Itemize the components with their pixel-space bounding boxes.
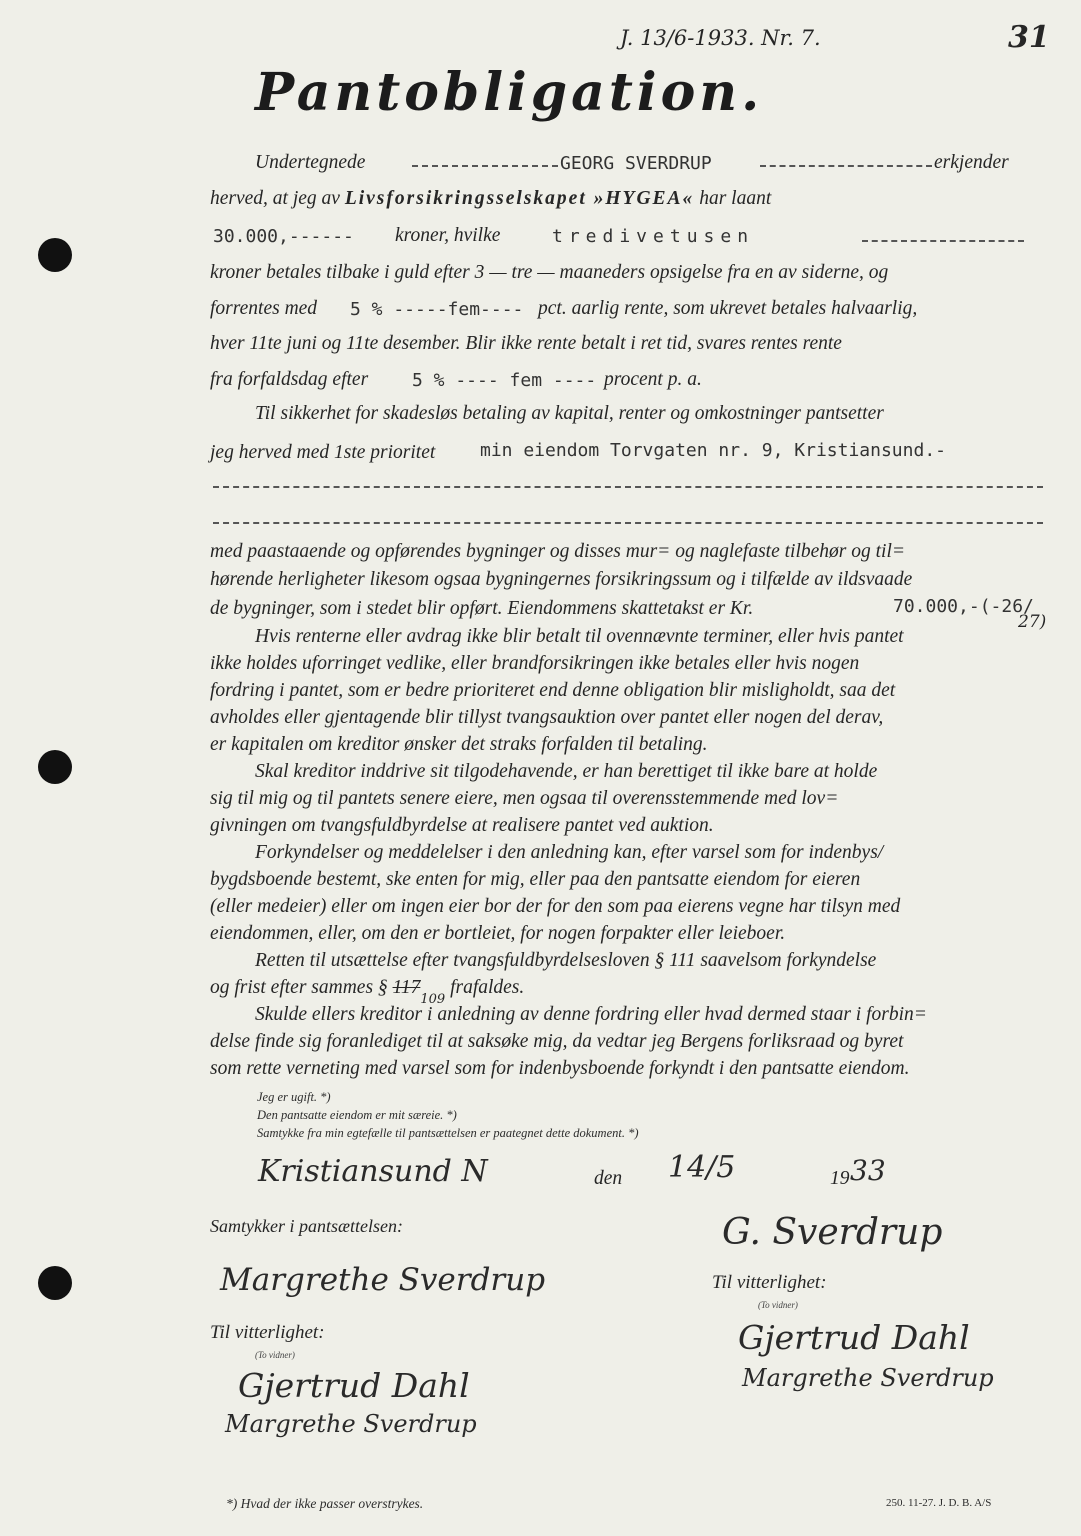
witness-2-left-signature: Margrethe Sverdrup <box>225 1410 477 1438</box>
interest-rate: 5 % -----fem---- <box>350 299 524 320</box>
dash-fill <box>760 165 932 167</box>
text-line-17: er kapitalen om kreditor ønsker det straks forfalden til betaling. <box>210 734 708 755</box>
signing-date: 14/5 <box>668 1150 736 1185</box>
text-line-28: delse finde sig foranlediget til at saksøke mig, da vedtar jeg Bergens forliksraad og byret <box>210 1031 904 1052</box>
blank-dashed-line <box>213 486 1043 488</box>
page-number: 31 <box>1008 20 1050 55</box>
line-3-middle: kroner, hvilke <box>395 225 501 246</box>
to-vidner-right: (To vidner) <box>758 1300 798 1310</box>
text-line-4: kroner betales tilbake i guld efter 3 — tre — maaneders opsigelse fra en av siderne, og <box>210 262 889 283</box>
witness-1-right-signature: Gjertrud Dahl <box>738 1318 970 1357</box>
text-line-9: jeg herved med 1ste prioritet <box>210 442 436 463</box>
text-line-6: hver 11te juni og 11te desember. Blir ikke rente betalt i ret tid, svares rentes rente <box>210 333 842 354</box>
to-vidner-left: (To vidner) <box>255 1350 295 1360</box>
text-line-7: fra forfaldsdag efter <box>210 369 369 390</box>
text-line-11: hørende herligheter likesom ogsaa bygningernes forsikringssum og i tilfælde av ildsvaade <box>210 569 913 590</box>
lender-name: Livsforsikringsselskapet »HYGEA« <box>344 188 695 209</box>
line-5-end: pct. aarlig rente, som ukrevet betales halvaarlig, <box>538 298 918 319</box>
text-line-14: ikke holdes uforringet vedlike, eller brandforsikringen ikke betales eller hvis nogen <box>210 653 860 674</box>
default-interest-rate: 5 % ---- fem ---- <box>412 370 597 391</box>
line-26-end: frafaldes. <box>450 977 525 998</box>
witness-1-left-signature: Gjertrud Dahl <box>238 1366 470 1405</box>
option-separate-property: Den pantsatte eiendom er mit særeie. *) <box>257 1108 457 1122</box>
text-line-10: med paastaaende og opførendes bygninger og disses mur= og naglefaste tilbehør og til= <box>210 541 906 562</box>
print-code: 250. 11-27. J. D. B. A/S <box>886 1497 992 1509</box>
pledged-property: min eiendom Torvgaten nr. 9, Kristiansund.- <box>480 440 946 461</box>
dash-fill <box>412 165 558 167</box>
text-line-20: givningen om tvangsfuldbyrdelse at realisere pantet ved auktion. <box>210 815 714 836</box>
text-line-8: Til sikkerhet for skadesløs betaling av kapital, renter og omkostninger pantsetter <box>255 403 884 424</box>
witness-2-right-signature: Margrethe Sverdrup <box>742 1364 994 1392</box>
option-unmarried: Jeg er ugift. *) <box>257 1090 331 1104</box>
consent-signature: Margrethe Sverdrup <box>220 1262 546 1298</box>
line-2-end: har laant <box>699 188 772 209</box>
text-line-21: Forkyndelser og meddelelser i den anledning kan, efter varsel som for indenbys/ <box>255 842 884 863</box>
consent-label: Samtykker i pantsættelsen: <box>210 1216 403 1236</box>
text-line-15: fordring i pantet, som er bedre prioriteret end denne obligation blir misligholdt, saa det <box>210 680 896 701</box>
tax-value: 70.000,-(-26/ <box>893 596 1034 617</box>
borrower-name: GEORG SVERDRUP <box>560 153 712 174</box>
footer-note: *) Hvad der ikke passer overstrykes. <box>226 1496 424 1511</box>
text-line-18: Skal kreditor inddrive sit tilgodehavende, er han berettiget til ikke bare at holde <box>255 761 878 782</box>
dateline-den: den <box>594 1168 623 1189</box>
witness-label-left: Til vitterlighet: <box>210 1322 325 1343</box>
blank-dashed-line <box>213 522 1043 524</box>
line-26-start: og frist efter sammes § <box>210 977 388 998</box>
option-spouse-consent: Samtykke fra min egtefælle til pantsættelsen er paategnet dette dokument. *) <box>257 1126 639 1140</box>
text-line-19: sig til mig og til pantets senere eiere, men ogsaa til overensstemmende med lov= <box>210 788 839 809</box>
text-line-24: eiendommen, eller, om den er bortleiet, for nogen forpakter eller leieboer. <box>210 923 786 944</box>
reference-note: J. 13/6-1933. Nr. 7. <box>620 26 821 50</box>
amount-in-words: tredivetusen <box>552 226 755 247</box>
text-line-5: forrentes med <box>210 298 318 319</box>
year-prefix: 19 <box>830 1168 850 1189</box>
year-suffix: 33 <box>850 1154 886 1187</box>
line-2-start: herved, at jeg av <box>210 188 340 209</box>
signing-place: Kristiansund N <box>258 1154 488 1189</box>
binder-hole-top <box>38 238 72 272</box>
loan-amount: 30.000,------ <box>213 226 354 247</box>
binder-hole-middle <box>38 750 72 784</box>
text-line-23: (eller medeier) eller om ingen eier bor der for den som paa eierens vegne har tilsyn med <box>210 896 901 917</box>
line-7-end: procent p. a. <box>604 369 702 390</box>
text-line-22: bygdsboende bestemt, ske enten for mig, eller paa den pantsatte eiendom for eieren <box>210 869 861 890</box>
text-line-13: Hvis renterne eller avdrag ikke blir betalt til ovennævnte terminer, eller hvis pantet <box>255 626 904 647</box>
text-line-26 <box>210 977 525 1007</box>
text-line-12: de bygninger, som i stedet blir opført. Eiendommens skattetakst er Kr. <box>210 598 754 619</box>
struck-section-number: 117 <box>392 977 421 998</box>
text-line-1 <box>255 152 365 174</box>
text-line-25: Retten til utsættelse efter tvangsfuldbyrdelsesloven § 111 saavelsom forkyndelse <box>255 950 877 971</box>
corrected-section-number: 109 <box>420 992 446 1007</box>
dash-fill <box>862 240 1024 242</box>
tax-year-suffix: 27) <box>1018 612 1047 632</box>
witness-label-right: Til vitterlighet: <box>712 1272 827 1293</box>
text-line-16: avholdes eller gjentagende blir tillyst tvangsauktion over pantet eller nogen del derav, <box>210 707 884 728</box>
text-line-29: som rette verneting med varsel som for indenbysboende forkyndt i den pantsatte eiendom. <box>210 1058 910 1079</box>
line-1-start: Undertegnede <box>255 152 366 173</box>
owner-signature: G. Sverdrup <box>722 1212 943 1253</box>
line-1-end: erkjender <box>934 152 1009 173</box>
binder-hole-bottom <box>38 1266 72 1300</box>
text-line-2 <box>210 188 771 210</box>
text-line-27: Skulde ellers kreditor i anledning av denne fordring eller hvad dermed staar i forbin= <box>255 1004 927 1025</box>
document-title: Pantobligation. <box>255 62 764 123</box>
